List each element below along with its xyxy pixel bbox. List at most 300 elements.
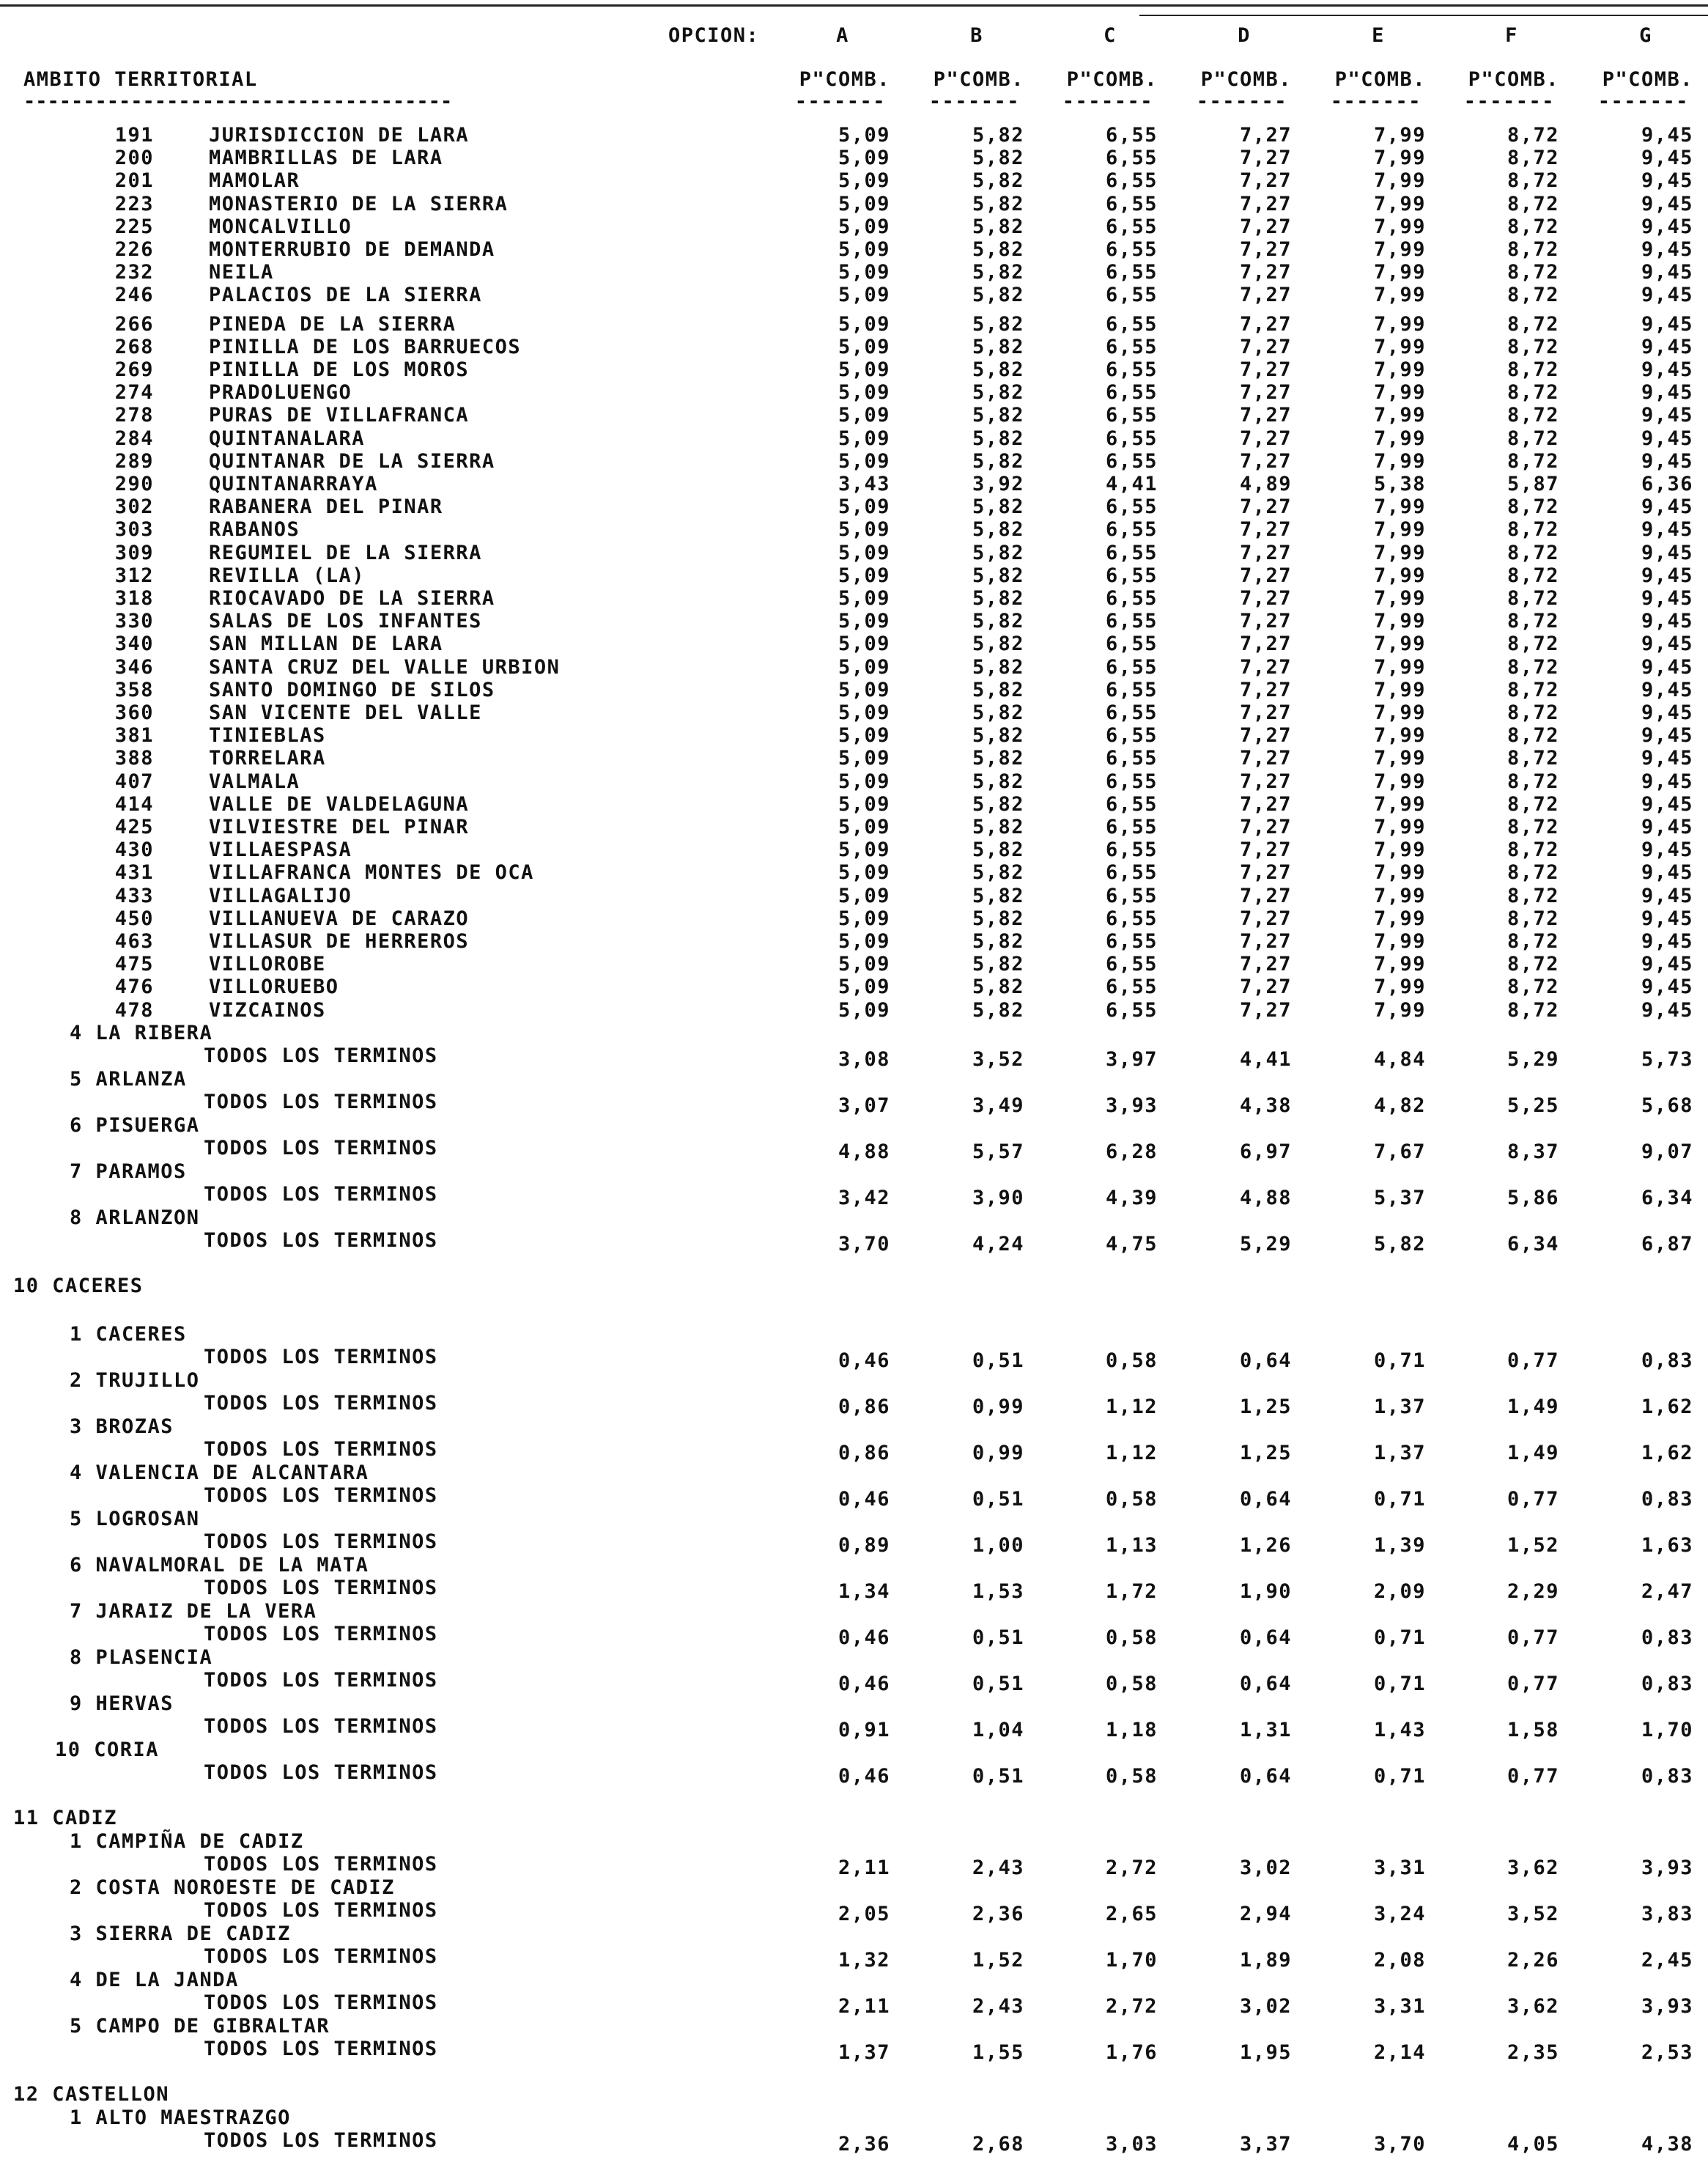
price-value: 9,45	[1641, 358, 1693, 381]
price-value: 0,46	[838, 1349, 890, 1372]
price-value: 3,31	[1373, 1856, 1426, 1879]
price-value: 4,88	[838, 1140, 890, 1163]
column-label: P"COMB.	[1468, 68, 1559, 91]
ambito-label: AMBITO TERRITORIAL	[23, 68, 258, 91]
price-value: 6,55	[1105, 358, 1158, 381]
todos-los-terminos: TODOS LOS TERMINOS	[204, 1391, 438, 1415]
ambito-underline: ------------------------------------	[23, 90, 453, 113]
price-value: 9,45	[1641, 169, 1693, 193]
municipality-code: 200	[114, 147, 154, 170]
area-name: 10 CORIA	[55, 1738, 160, 1761]
price-value: 6,55	[1105, 610, 1158, 633]
price-value: 9,45	[1641, 215, 1693, 238]
price-value: 5,25	[1506, 1094, 1559, 1117]
price-value: 6,55	[1105, 449, 1158, 473]
price-value: 0,64	[1239, 1764, 1292, 1788]
price-value: 6,55	[1105, 124, 1158, 147]
municipality-code: 414	[114, 792, 154, 816]
price-value: 5,09	[838, 124, 890, 147]
price-value: 5,82	[972, 215, 1024, 238]
column-underline: -------	[928, 90, 1020, 113]
price-value: 5,86	[1506, 1186, 1559, 1209]
price-value: 7,27	[1239, 541, 1292, 564]
price-value: 5,82	[972, 998, 1024, 1022]
price-value: 5,82	[972, 381, 1024, 405]
price-value: 4,38	[1641, 2132, 1693, 2156]
price-value: 9,45	[1641, 907, 1693, 930]
municipality-code: 191	[114, 124, 154, 147]
price-value: 4,38	[1239, 1094, 1292, 1117]
municipality-code: 407	[114, 770, 154, 793]
price-value: 5,09	[838, 655, 890, 679]
price-value: 7,27	[1239, 215, 1292, 238]
price-value: 5,09	[838, 261, 890, 284]
price-value: 1,26	[1239, 1533, 1292, 1557]
price-value: 0,71	[1373, 1487, 1426, 1511]
price-value: 5,09	[838, 701, 890, 724]
column-letter-f: F	[1505, 24, 1518, 47]
column-letter-d: D	[1238, 24, 1251, 47]
price-value: 6,34	[1641, 1186, 1693, 1209]
price-value: 7,99	[1373, 610, 1426, 633]
price-value: 8,72	[1506, 953, 1559, 976]
price-value: 3,42	[838, 1186, 890, 1209]
price-value: 5,82	[972, 587, 1024, 610]
municipality-name: PINILLA DE LOS MOROS	[209, 358, 470, 381]
price-value: 3,62	[1506, 1856, 1559, 1879]
price-value: 9,45	[1641, 381, 1693, 405]
price-value: 8,72	[1506, 238, 1559, 261]
price-value: 9,45	[1641, 930, 1693, 953]
price-value: 9,45	[1641, 238, 1693, 261]
price-value: 7,27	[1239, 998, 1292, 1022]
price-value: 0,77	[1506, 1349, 1559, 1372]
price-value: 1,25	[1239, 1395, 1292, 1418]
price-value: 2,11	[838, 1856, 890, 1879]
price-value: 8,72	[1506, 816, 1559, 838]
municipality-code: 289	[114, 449, 154, 473]
price-value: 3,97	[1105, 1047, 1158, 1071]
price-value: 9,45	[1641, 427, 1693, 450]
price-value: 5,82	[972, 335, 1024, 358]
municipality-code: 388	[114, 747, 154, 770]
price-value: 8,72	[1506, 861, 1559, 885]
price-value: 3,93	[1105, 1094, 1158, 1117]
column-underline: -------	[1330, 90, 1422, 113]
price-value: 7,99	[1373, 564, 1426, 587]
price-value: 8,72	[1506, 633, 1559, 656]
price-value: 1,18	[1105, 1718, 1158, 1741]
price-value: 5,09	[838, 884, 890, 907]
price-value: 9,45	[1641, 998, 1693, 1022]
column-underline: -------	[794, 90, 886, 113]
municipality-name: VALLE DE VALDELAGUNA	[209, 792, 470, 816]
price-value: 3,43	[838, 473, 890, 495]
price-value: 6,55	[1105, 541, 1158, 564]
area-name: 5 CAMPO DE GIBRALTAR	[70, 2014, 330, 2038]
price-value: 1,39	[1373, 1533, 1426, 1557]
municipality-code: 330	[114, 610, 154, 633]
price-value: 0,64	[1239, 1487, 1292, 1511]
price-value: 9,45	[1641, 284, 1693, 307]
price-value: 1,37	[838, 2040, 890, 2064]
price-value: 1,63	[1641, 1533, 1693, 1557]
price-value: 0,83	[1641, 1349, 1693, 1372]
price-value: 7,99	[1373, 633, 1426, 656]
price-value: 2,94	[1239, 1902, 1292, 1925]
price-value: 0,51	[972, 1672, 1024, 1695]
price-value: 0,46	[838, 1672, 890, 1695]
todos-los-terminos: TODOS LOS TERMINOS	[204, 1437, 438, 1461]
price-value: 4,89	[1239, 473, 1292, 495]
price-value: 5,09	[838, 953, 890, 976]
area-name: 9 HERVAS	[70, 1692, 174, 1715]
todos-los-terminos: TODOS LOS TERMINOS	[204, 1852, 438, 1876]
municipality-code: 290	[114, 473, 154, 495]
price-value: 9,45	[1641, 976, 1693, 999]
price-value: 7,99	[1373, 261, 1426, 284]
price-value: 5,09	[838, 147, 890, 170]
price-value: 6,55	[1105, 404, 1158, 427]
price-value: 0,71	[1373, 1349, 1426, 1372]
column-label: P"COMB.	[1334, 68, 1426, 91]
municipality-code: 346	[114, 655, 154, 679]
price-value: 7,99	[1373, 816, 1426, 838]
price-value: 5,73	[1641, 1047, 1693, 1071]
price-value: 5,09	[838, 495, 890, 519]
todos-los-terminos: TODOS LOS TERMINOS	[204, 1182, 438, 1206]
price-value: 6,55	[1105, 953, 1158, 976]
price-value: 1,76	[1105, 2040, 1158, 2064]
price-value: 4,41	[1239, 1047, 1292, 1071]
price-value: 5,09	[838, 564, 890, 587]
todos-los-terminos: TODOS LOS TERMINOS	[204, 2037, 438, 2060]
municipality-name: VILLAESPASA	[209, 838, 352, 862]
price-value: 7,99	[1373, 838, 1426, 862]
price-value: 3,52	[972, 1047, 1024, 1071]
price-value: 1,90	[1239, 1579, 1292, 1603]
price-value: 9,45	[1641, 861, 1693, 885]
price-value: 6,55	[1105, 998, 1158, 1022]
price-value: 7,99	[1373, 284, 1426, 307]
price-value: 5,09	[838, 518, 890, 542]
price-value: 0,58	[1105, 1487, 1158, 1511]
price-value: 5,82	[972, 655, 1024, 679]
price-value: 1,52	[972, 1948, 1024, 1972]
price-value: 2,53	[1641, 2040, 1693, 2064]
price-value: 6,97	[1239, 1140, 1292, 1163]
price-value: 1,89	[1239, 1948, 1292, 1972]
municipality-name: SAN MILLAN DE LARA	[209, 633, 443, 656]
price-value: 7,27	[1239, 633, 1292, 656]
price-value: 0,51	[972, 1349, 1024, 1372]
area-name: 1 CACERES	[70, 1322, 187, 1346]
price-value: 5,09	[838, 770, 890, 793]
price-value: 4,41	[1105, 473, 1158, 495]
price-value: 1,58	[1506, 1718, 1559, 1741]
price-value: 9,45	[1641, 633, 1693, 656]
price-value: 7,27	[1239, 747, 1292, 770]
price-value: 8,72	[1506, 930, 1559, 953]
todos-los-terminos: TODOS LOS TERMINOS	[204, 1898, 438, 1922]
price-value: 2,72	[1105, 1994, 1158, 2018]
price-value: 7,99	[1373, 792, 1426, 816]
price-value: 7,99	[1373, 930, 1426, 953]
municipality-code: 232	[114, 261, 154, 284]
municipality-name: SAN VICENTE DEL VALLE	[209, 701, 482, 724]
price-value: 8,72	[1506, 701, 1559, 724]
area-name: 4 LA RIBERA	[70, 1021, 213, 1044]
price-value: 5,09	[838, 192, 890, 215]
price-value: 2,05	[838, 1902, 890, 1925]
price-value: 1,62	[1641, 1395, 1693, 1418]
municipality-code: 284	[114, 427, 154, 450]
price-value: 9,45	[1641, 312, 1693, 336]
area-name: 8 PLASENCIA	[70, 1645, 213, 1669]
price-value: 5,82	[972, 976, 1024, 999]
price-value: 7,99	[1373, 884, 1426, 907]
municipality-name: TORRELARA	[209, 747, 326, 770]
price-value: 7,27	[1239, 976, 1292, 999]
price-value: 3,93	[1641, 1856, 1693, 1879]
price-value: 8,72	[1506, 404, 1559, 427]
municipality-code: 303	[114, 518, 154, 542]
price-value: 0,58	[1105, 1349, 1158, 1372]
price-value: 5,82	[972, 312, 1024, 336]
price-value: 1,37	[1373, 1441, 1426, 1464]
price-value: 5,09	[838, 335, 890, 358]
column-underline: -------	[1463, 90, 1555, 113]
price-value: 0,99	[972, 1441, 1024, 1464]
price-value: 8,72	[1506, 284, 1559, 307]
price-value: 5,09	[838, 610, 890, 633]
price-value: 8,72	[1506, 427, 1559, 450]
municipality-name: RABANERA DEL PINAR	[209, 495, 443, 519]
price-value: 5,82	[972, 261, 1024, 284]
price-value: 1,49	[1506, 1395, 1559, 1418]
price-value: 8,72	[1506, 495, 1559, 519]
price-value: 2,68	[972, 2132, 1024, 2156]
price-value: 3,02	[1239, 1856, 1292, 1879]
area-name: 7 JARAIZ DE LA VERA	[70, 1599, 317, 1623]
todos-los-terminos: TODOS LOS TERMINOS	[204, 1044, 438, 1067]
price-value: 7,27	[1239, 792, 1292, 816]
price-value: 1,12	[1105, 1441, 1158, 1464]
municipality-name: SALAS DE LOS INFANTES	[209, 610, 482, 633]
price-value: 8,72	[1506, 518, 1559, 542]
price-value: 7,99	[1373, 953, 1426, 976]
price-value: 6,55	[1105, 747, 1158, 770]
municipality-name: REGUMIEL DE LA SIERRA	[209, 541, 482, 564]
price-value: 0,83	[1641, 1764, 1693, 1788]
province-name: 11 CADIZ	[13, 1806, 118, 1829]
price-value: 5,82	[972, 541, 1024, 564]
price-value: 6,55	[1105, 427, 1158, 450]
price-value: 9,45	[1641, 495, 1693, 519]
price-value: 1,43	[1373, 1718, 1426, 1741]
price-value: 3,90	[972, 1186, 1024, 1209]
price-value: 7,99	[1373, 861, 1426, 885]
price-value: 3,08	[838, 1047, 890, 1071]
price-value: 9,45	[1641, 192, 1693, 215]
municipality-code: 274	[114, 381, 154, 405]
price-value: 6,55	[1105, 518, 1158, 542]
municipality-name: VIZCAINOS	[209, 998, 326, 1022]
price-value: 5,57	[972, 1140, 1024, 1163]
price-value: 7,99	[1373, 312, 1426, 336]
price-value: 6,55	[1105, 861, 1158, 885]
price-value: 0,91	[838, 1718, 890, 1741]
price-value: 5,82	[972, 701, 1024, 724]
price-value: 0,89	[838, 1533, 890, 1557]
price-value: 5,09	[838, 792, 890, 816]
price-value: 1,32	[838, 1948, 890, 1972]
price-value: 5,09	[838, 998, 890, 1022]
price-value: 8,72	[1506, 147, 1559, 170]
price-value: 5,09	[838, 541, 890, 564]
price-value: 7,27	[1239, 381, 1292, 405]
price-value: 5,82	[972, 770, 1024, 793]
price-value: 1,37	[1373, 1395, 1426, 1418]
price-value: 0,99	[972, 1395, 1024, 1418]
municipality-code: 381	[114, 724, 154, 748]
municipality-name: PRADOLUENGO	[209, 381, 352, 405]
price-value: 4,82	[1373, 1094, 1426, 1117]
price-value: 1,62	[1641, 1441, 1693, 1464]
price-value: 3,31	[1373, 1994, 1426, 2018]
column-letter-b: B	[970, 24, 983, 47]
price-value: 6,55	[1105, 655, 1158, 679]
municipality-name: VILLANUEVA DE CARAZO	[209, 907, 470, 930]
price-value: 1,95	[1239, 2040, 1292, 2064]
municipality-name: QUINTANAR DE LA SIERRA	[209, 449, 495, 473]
price-value: 7,99	[1373, 169, 1426, 193]
municipality-name: PINEDA DE LA SIERRA	[209, 312, 456, 336]
municipality-name: MAMOLAR	[209, 169, 300, 193]
municipality-name: JURISDICCION DE LARA	[209, 124, 470, 147]
price-value: 5,09	[838, 587, 890, 610]
price-value: 9,45	[1641, 838, 1693, 862]
municipality-name: QUINTANARRAYA	[209, 473, 378, 495]
price-value: 5,09	[838, 449, 890, 473]
municipality-name: MONTERRUBIO DE DEMANDA	[209, 238, 495, 261]
column-label: P"COMB.	[1602, 68, 1693, 91]
municipality-name: PINILLA DE LOS BARRUECOS	[209, 335, 522, 358]
price-value: 5,82	[972, 816, 1024, 838]
price-value: 7,99	[1373, 335, 1426, 358]
price-value: 8,72	[1506, 261, 1559, 284]
area-name: 5 LOGROSAN	[70, 1507, 200, 1530]
price-value: 8,72	[1506, 678, 1559, 701]
price-value: 8,72	[1506, 449, 1559, 473]
price-value: 8,72	[1506, 358, 1559, 381]
price-value: 5,82	[972, 907, 1024, 930]
price-value: 6,55	[1105, 312, 1158, 336]
price-value: 5,09	[838, 381, 890, 405]
price-value: 6,55	[1105, 678, 1158, 701]
price-value: 6,55	[1105, 564, 1158, 587]
price-value: 5,09	[838, 907, 890, 930]
price-value: 7,99	[1373, 701, 1426, 724]
area-name: 1 CAMPIÑA DE CADIZ	[70, 1829, 304, 1853]
price-value: 5,82	[972, 147, 1024, 170]
todos-los-terminos: TODOS LOS TERMINOS	[204, 1991, 438, 2014]
price-value: 6,55	[1105, 335, 1158, 358]
price-value: 8,72	[1506, 747, 1559, 770]
price-value: 9,45	[1641, 124, 1693, 147]
price-value: 5,82	[972, 404, 1024, 427]
price-value: 8,72	[1506, 724, 1559, 748]
top-rule	[0, 4, 1708, 7]
price-value: 8,72	[1506, 907, 1559, 930]
price-value: 7,27	[1239, 655, 1292, 679]
opcion-label: OPCION:	[668, 24, 760, 47]
price-value: 7,27	[1239, 335, 1292, 358]
municipality-code: 268	[114, 335, 154, 358]
price-value: 7,27	[1239, 238, 1292, 261]
price-value: 7,27	[1239, 678, 1292, 701]
municipality-code: 476	[114, 976, 154, 999]
price-value: 0,58	[1105, 1764, 1158, 1788]
todos-los-terminos: TODOS LOS TERMINOS	[204, 1136, 438, 1159]
price-value: 7,27	[1239, 169, 1292, 193]
price-value: 7,99	[1373, 381, 1426, 405]
todos-los-terminos: TODOS LOS TERMINOS	[204, 1944, 438, 1968]
price-value: 6,55	[1105, 238, 1158, 261]
municipality-name: NEILA	[209, 261, 274, 284]
price-value: 5,82	[972, 884, 1024, 907]
price-value: 7,99	[1373, 215, 1426, 238]
municipality-code: 246	[114, 284, 154, 307]
price-value: 6,55	[1105, 587, 1158, 610]
price-value: 0,51	[972, 1764, 1024, 1788]
price-value: 9,45	[1641, 541, 1693, 564]
price-value: 8,72	[1506, 587, 1559, 610]
price-value: 5,82	[972, 358, 1024, 381]
price-value: 0,86	[838, 1395, 890, 1418]
price-value: 8,72	[1506, 381, 1559, 405]
municipality-code: 225	[114, 215, 154, 238]
area-name: 3 BROZAS	[70, 1415, 174, 1438]
price-value: 7,99	[1373, 147, 1426, 170]
price-value: 5,38	[1373, 473, 1426, 495]
price-value: 7,27	[1239, 861, 1292, 885]
price-value: 5,09	[838, 633, 890, 656]
area-name: 6 NAVALMORAL DE LA MATA	[70, 1553, 369, 1577]
price-value: 3,62	[1506, 1994, 1559, 2018]
municipality-code: 360	[114, 701, 154, 724]
price-value: 7,99	[1373, 192, 1426, 215]
todos-los-terminos: TODOS LOS TERMINOS	[204, 1090, 438, 1113]
municipality-name: SANTO DOMINGO DE SILOS	[209, 678, 495, 701]
price-value: 0,83	[1641, 1487, 1693, 1511]
price-value: 5,82	[1373, 1232, 1426, 1256]
price-value: 7,27	[1239, 838, 1292, 862]
price-value: 2,08	[1373, 1948, 1426, 1972]
municipality-name: MAMBRILLAS DE LARA	[209, 147, 443, 170]
price-value: 6,55	[1105, 284, 1158, 307]
price-value: 5,82	[972, 747, 1024, 770]
price-value: 7,27	[1239, 495, 1292, 519]
province-name: 12 CASTELLON	[13, 2082, 170, 2106]
price-value: 8,72	[1506, 192, 1559, 215]
municipality-code: 478	[114, 998, 154, 1022]
price-value: 0,58	[1105, 1626, 1158, 1649]
price-value: 7,27	[1239, 564, 1292, 587]
price-value: 7,27	[1239, 770, 1292, 793]
municipality-code: 340	[114, 633, 154, 656]
municipality-code: 302	[114, 495, 154, 519]
